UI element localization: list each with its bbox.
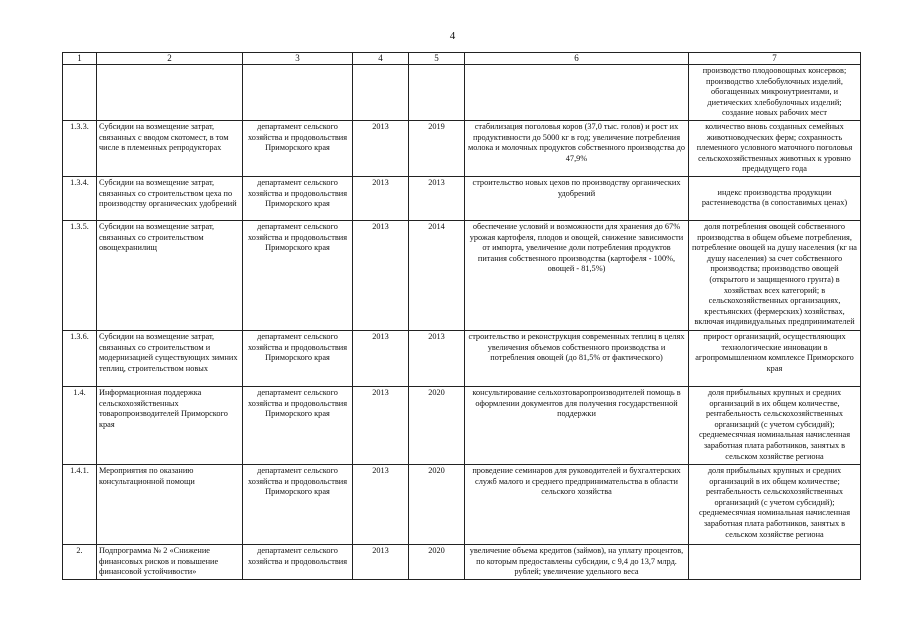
end-year: 2013: [409, 330, 465, 386]
table-row: [63, 330, 861, 386]
item-name: Субсидии на возмещение затрат, связанных с вводом скотомест, в том числе в племенных репродукторах: [97, 120, 243, 176]
expected-result: стабилизация поголовья коров (37,0 тыс. голов) и рост их продуктивности до 5000 кг в год; увеличение потребления молока и молочных продуктов собственного производства до 47,9%: [465, 120, 689, 176]
table-row: [63, 120, 861, 176]
item-number: 2.: [63, 544, 97, 579]
header-cell: 5: [409, 53, 465, 65]
expected-result: консультирование сельхозтоваропроизводителей помощь в оформлении документов для получения государственной поддержки: [465, 386, 689, 464]
indicators-cell: [689, 544, 861, 579]
responsible-department: департамент сельского хозяйства и продовольствия Приморского края: [243, 386, 353, 464]
start-year: 2013: [353, 464, 409, 544]
indicators-cell: индекс производства продукции растениеводства (в сопоставимых ценах): [689, 176, 861, 220]
table-row: [63, 176, 861, 220]
end-year: 2020: [409, 464, 465, 544]
start-year: 2013: [353, 120, 409, 176]
item-name: Субсидии на возмещение затрат, связанных со строительством овощехранилищ: [97, 220, 243, 330]
table-row: [63, 65, 861, 121]
empty-cell: [63, 65, 97, 121]
header-cell: 3: [243, 53, 353, 65]
item-number: 1.3.6.: [63, 330, 97, 386]
empty-cell: [465, 65, 689, 121]
table-row: [63, 220, 861, 330]
responsible-department: департамент сельского хозяйства и продовольствия Приморского края: [243, 330, 353, 386]
responsible-department: департамент сельского хозяйства и продовольствия Приморского края: [243, 176, 353, 220]
item-number: 1.3.4.: [63, 176, 97, 220]
end-year: 2013: [409, 176, 465, 220]
empty-cell: [409, 65, 465, 121]
item-name: Подпрограмма № 2 «Снижение финансовых рисков и повышение финансовой устойчивости»: [97, 544, 243, 579]
empty-cell: [243, 65, 353, 121]
expected-result: строительство новых цехов по производству органических удобрений: [465, 176, 689, 220]
indicators-cell: доля прибыльных крупных и средних организаций в их общем количестве, рентабельность сельскохозяйственных организаций (с учетом субсидий); среднемесячная номинальная начисленная заработная плата работников, занятых в сельском хозяйстве региона: [689, 386, 861, 464]
item-number: 1.4.: [63, 386, 97, 464]
end-year: 2019: [409, 120, 465, 176]
start-year: 2013: [353, 220, 409, 330]
header-cell: 6: [465, 53, 689, 65]
responsible-department: департамент сельского хозяйства и продовольствия Приморского края: [243, 220, 353, 330]
responsible-department: департамент сельского хозяйства и продовольствия Приморского края: [243, 464, 353, 544]
item-number: 1.3.3.: [63, 120, 97, 176]
item-name: Информационная поддержка сельскохозяйственных товаропроизводителей Приморского края: [97, 386, 243, 464]
end-year: 2014: [409, 220, 465, 330]
start-year: 2013: [353, 176, 409, 220]
expected-result: строительство и реконструкция современных теплиц в целях увеличения объемов собственного производства и потребления овощей (до 81,5% от фактического): [465, 330, 689, 386]
table-row: [63, 386, 861, 464]
item-name: Мероприятия по оказанию консультационной помощи: [97, 464, 243, 544]
empty-cell: [353, 65, 409, 121]
table-header-row: [63, 53, 861, 65]
start-year: 2013: [353, 386, 409, 464]
item-name: Субсидии на возмещение затрат, связанных со строительством и модернизацией существующих зимних теплиц, строительством новых: [97, 330, 243, 386]
start-year: 2013: [353, 330, 409, 386]
header-cell: 2: [97, 53, 243, 65]
indicators-cell: доля прибыльных крупных и средних организаций в их общем количестве; рентабельность сельскохозяйственных организаций (с учетом субсидий); среднемесячная номинальная начисленная заработная плата работников, занятых в сельском хозяйстве региона: [689, 464, 861, 544]
header-cell: 4: [353, 53, 409, 65]
measures-table: [62, 52, 861, 580]
item-number: 1.4.1.: [63, 464, 97, 544]
indicators-cell: доля потребления овощей собственного производства в общем объеме потребления, потребление овощей на душу населения (кг на душу населения) за счет собственного производства; производство овощей (открытого и защищенного грунта) в хозяйствах всех категорий; в сельскохозяйственных организациях, крестьянских (фермерских) хозяйствах, включая индивидуальных предпринимателей: [689, 220, 861, 330]
responsible-department: департамент сельского хозяйства и продовольствия Приморского края: [243, 120, 353, 176]
item-name: Субсидии на возмещение затрат, связанных со строительством цеха по производству органических удобрений: [97, 176, 243, 220]
start-year: 2013: [353, 544, 409, 579]
empty-cell: [97, 65, 243, 121]
expected-result: увеличение объема кредитов (займов), на уплату процентов, по которым предоставлены субсидии, с 9,4 до 13,7 млрд. рублей; увеличение удельного веса: [465, 544, 689, 579]
end-year: 2020: [409, 386, 465, 464]
indicators-cell: производство плодоовощных консервов; производство хлебобулочных изделий, обогащенных микронутриентами, и диетических хлебобулочных изделий; создание новых рабочих мест: [689, 65, 861, 121]
expected-result: обеспечение условий и возможности для хранения до 67% урожая картофеля, плодов и овощей, снижение зависимости от импорта, увеличение доли потребления продуктов питания собственного производства (картофеля - 100%, овощей - 81,5%): [465, 220, 689, 330]
table-row: [63, 544, 861, 579]
indicators-cell: прирост организаций, осуществляющих технологические инновации в агропромышленном комплексе Приморского края: [689, 330, 861, 386]
header-cell: 1: [63, 53, 97, 65]
responsible-department: департамент сельского хозяйства и продовольствия: [243, 544, 353, 579]
page-number: 4: [449, 30, 456, 42]
end-year: 2020: [409, 544, 465, 579]
expected-result: проведение семинаров для руководителей и бухгалтерских служб малого и среднего предпринимательства в области сельского хозяйства: [465, 464, 689, 544]
table-row: [63, 464, 861, 544]
indicators-cell: количество вновь созданных семейных животноводческих ферм; сохранность племенного условного маточного поголовья сельскохозяйственных животных к уровню предыдущего года: [689, 120, 861, 176]
header-cell: 7: [689, 53, 861, 65]
item-number: 1.3.5.: [63, 220, 97, 330]
